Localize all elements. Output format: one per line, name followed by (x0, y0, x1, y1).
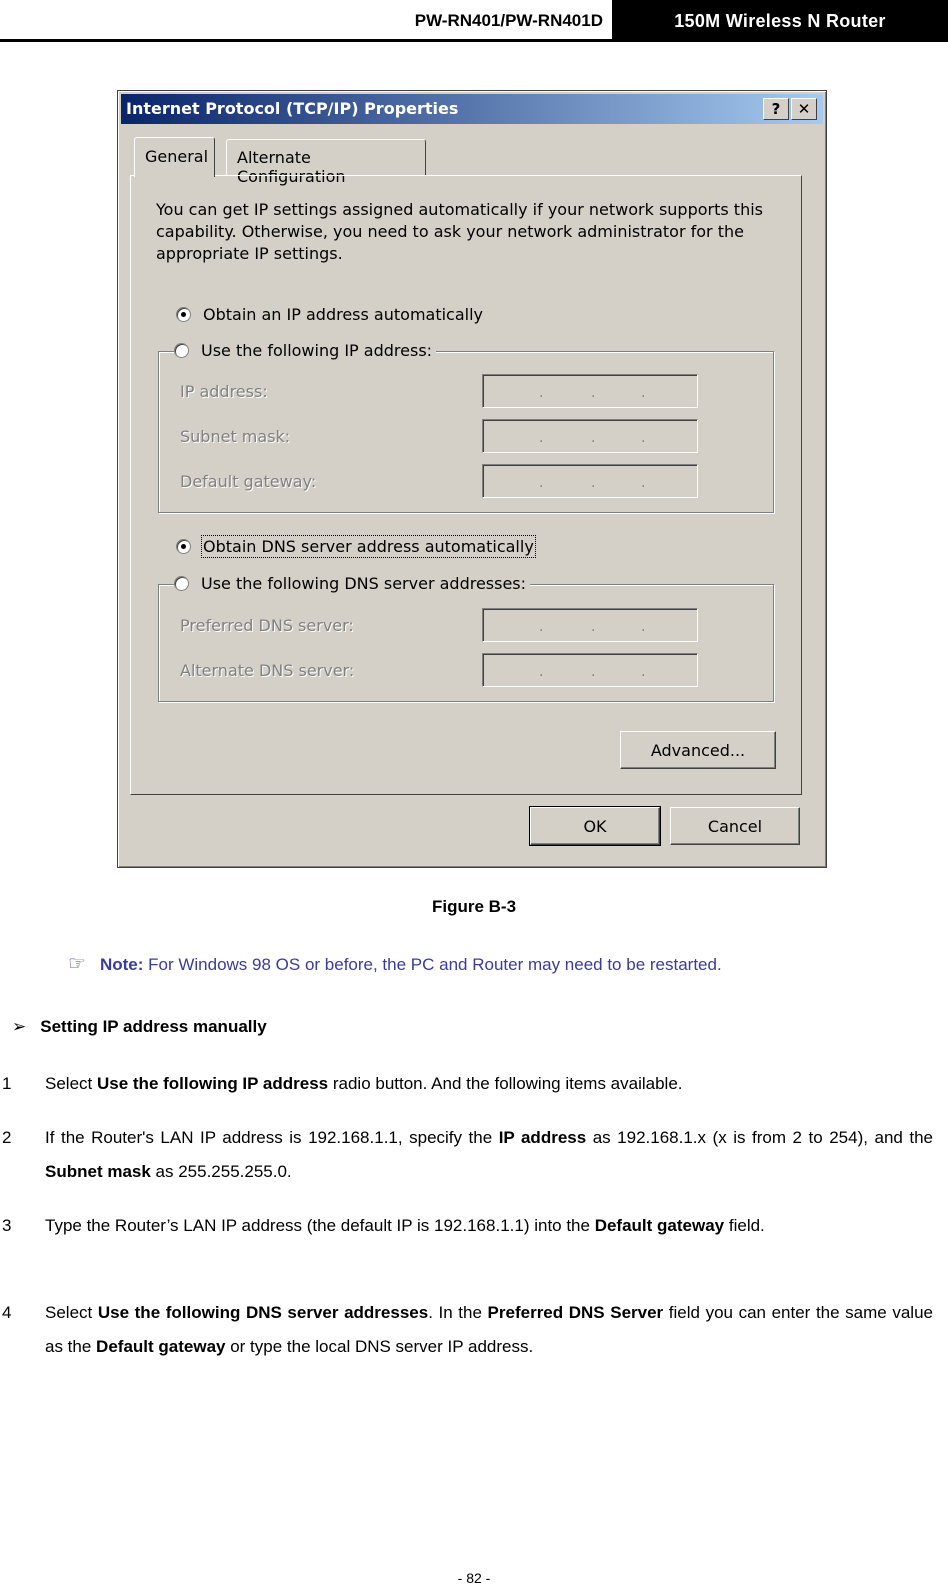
preferred-dns-field[interactable]: . . . (482, 608, 698, 642)
emphasis-text: Default gateway (594, 1216, 725, 1235)
page-header (0, 0, 948, 42)
close-button[interactable]: ✕ (791, 98, 817, 120)
step-text: Select (45, 1303, 98, 1322)
step-text: as 192.168.1.x (x is from 2 to 254), and the (586, 1128, 934, 1147)
radio-selected-icon (176, 539, 191, 554)
ip-address-field[interactable]: . . . (482, 374, 698, 408)
default-gateway-label: Default gateway: (180, 472, 317, 491)
section-title: Setting IP address manually (40, 1017, 267, 1036)
radio-use-following-dns-label: Use the following DNS server addresses: (201, 574, 527, 593)
header-rule (0, 39, 612, 42)
intro-text: You can get IP settings assigned automatically if your network supports this capability. Otherwise, you need to ask your network administrator for the appropriate IP settings. (156, 200, 763, 263)
step-text: Type the Router’s LAN IP address (the default IP is 192.168.1.1) into the (45, 1216, 595, 1235)
radio-use-following-ip-label: Use the following IP address: (201, 341, 433, 360)
tab-general[interactable]: General (134, 137, 215, 177)
step-text: radio button. And the following items available. (328, 1074, 683, 1093)
step-text: Select (45, 1074, 97, 1093)
header-product: 150M Wireless N Router (612, 0, 948, 42)
tab-alternate-configuration[interactable]: Alternate Configuration (226, 139, 426, 175)
subnet-mask-label: Subnet mask: (180, 427, 291, 446)
note-text: For Windows 98 OS or before, the PC and Router may need to be restarted. (143, 955, 722, 974)
ip-address-label: IP address: (180, 382, 268, 401)
title-bar (121, 94, 823, 124)
radio-use-following-ip[interactable] (174, 341, 436, 360)
ok-button[interactable]: OK (530, 807, 660, 845)
step-text: as 255.255.255.0. (150, 1162, 292, 1181)
step-text: field. (724, 1216, 765, 1235)
radio-obtain-dns-auto-label: Obtain DNS server address automatically (203, 537, 534, 556)
emphasis-text: Subnet mask (45, 1162, 151, 1181)
tcpip-properties-dialog (117, 90, 827, 868)
advanced-button[interactable]: Advanced... (620, 731, 776, 769)
figure-caption: Figure B-3 (431, 897, 517, 916)
step-text: field you can enter the same value as the (45, 1303, 933, 1356)
pointing-hand-icon: ☞ (68, 953, 86, 975)
emphasis-text: Preferred DNS Server (487, 1303, 664, 1322)
note-label: Note: (99, 955, 144, 974)
step-text: . In the (428, 1303, 488, 1322)
radio-use-following-dns[interactable] (174, 574, 530, 593)
dialog-title: Internet Protocol (TCP/IP) Properties (126, 99, 459, 118)
note (68, 951, 722, 976)
emphasis-text: Default gateway (96, 1337, 226, 1356)
alternate-dns-label: Alternate DNS server: (180, 661, 355, 680)
emphasis-text: IP address (498, 1128, 587, 1147)
step-text: or type the local DNS server IP address. (225, 1337, 534, 1356)
radio-obtain-ip-auto-label: Obtain an IP address automatically (203, 305, 484, 324)
emphasis-text: Use the following IP address (96, 1074, 329, 1093)
emphasis-text: Use the following DNS server addresses (97, 1303, 429, 1322)
default-gateway-field[interactable]: . . . (482, 464, 698, 498)
radio-unselected-icon (174, 343, 189, 358)
arrow-bullet-icon: ➢ (12, 1017, 27, 1036)
subnet-mask-field[interactable]: . . . (482, 419, 698, 453)
radio-selected-icon (176, 307, 191, 322)
section-heading (12, 1017, 267, 1037)
page-number: - 82 - (457, 1570, 491, 1586)
step-text: If the Router's LAN IP address is 192.168.1.1, specify the (45, 1128, 499, 1147)
help-button[interactable]: ? (763, 98, 789, 120)
radio-unselected-icon (174, 576, 189, 591)
radio-obtain-ip-auto[interactable] (176, 305, 483, 324)
alternate-dns-field[interactable]: . . . (482, 653, 698, 687)
header-model: PW-RN401/PW-RN401D (414, 11, 603, 30)
preferred-dns-label: Preferred DNS server: (180, 616, 354, 635)
radio-obtain-dns-auto[interactable] (176, 537, 534, 556)
cancel-button[interactable]: Cancel (670, 807, 800, 845)
